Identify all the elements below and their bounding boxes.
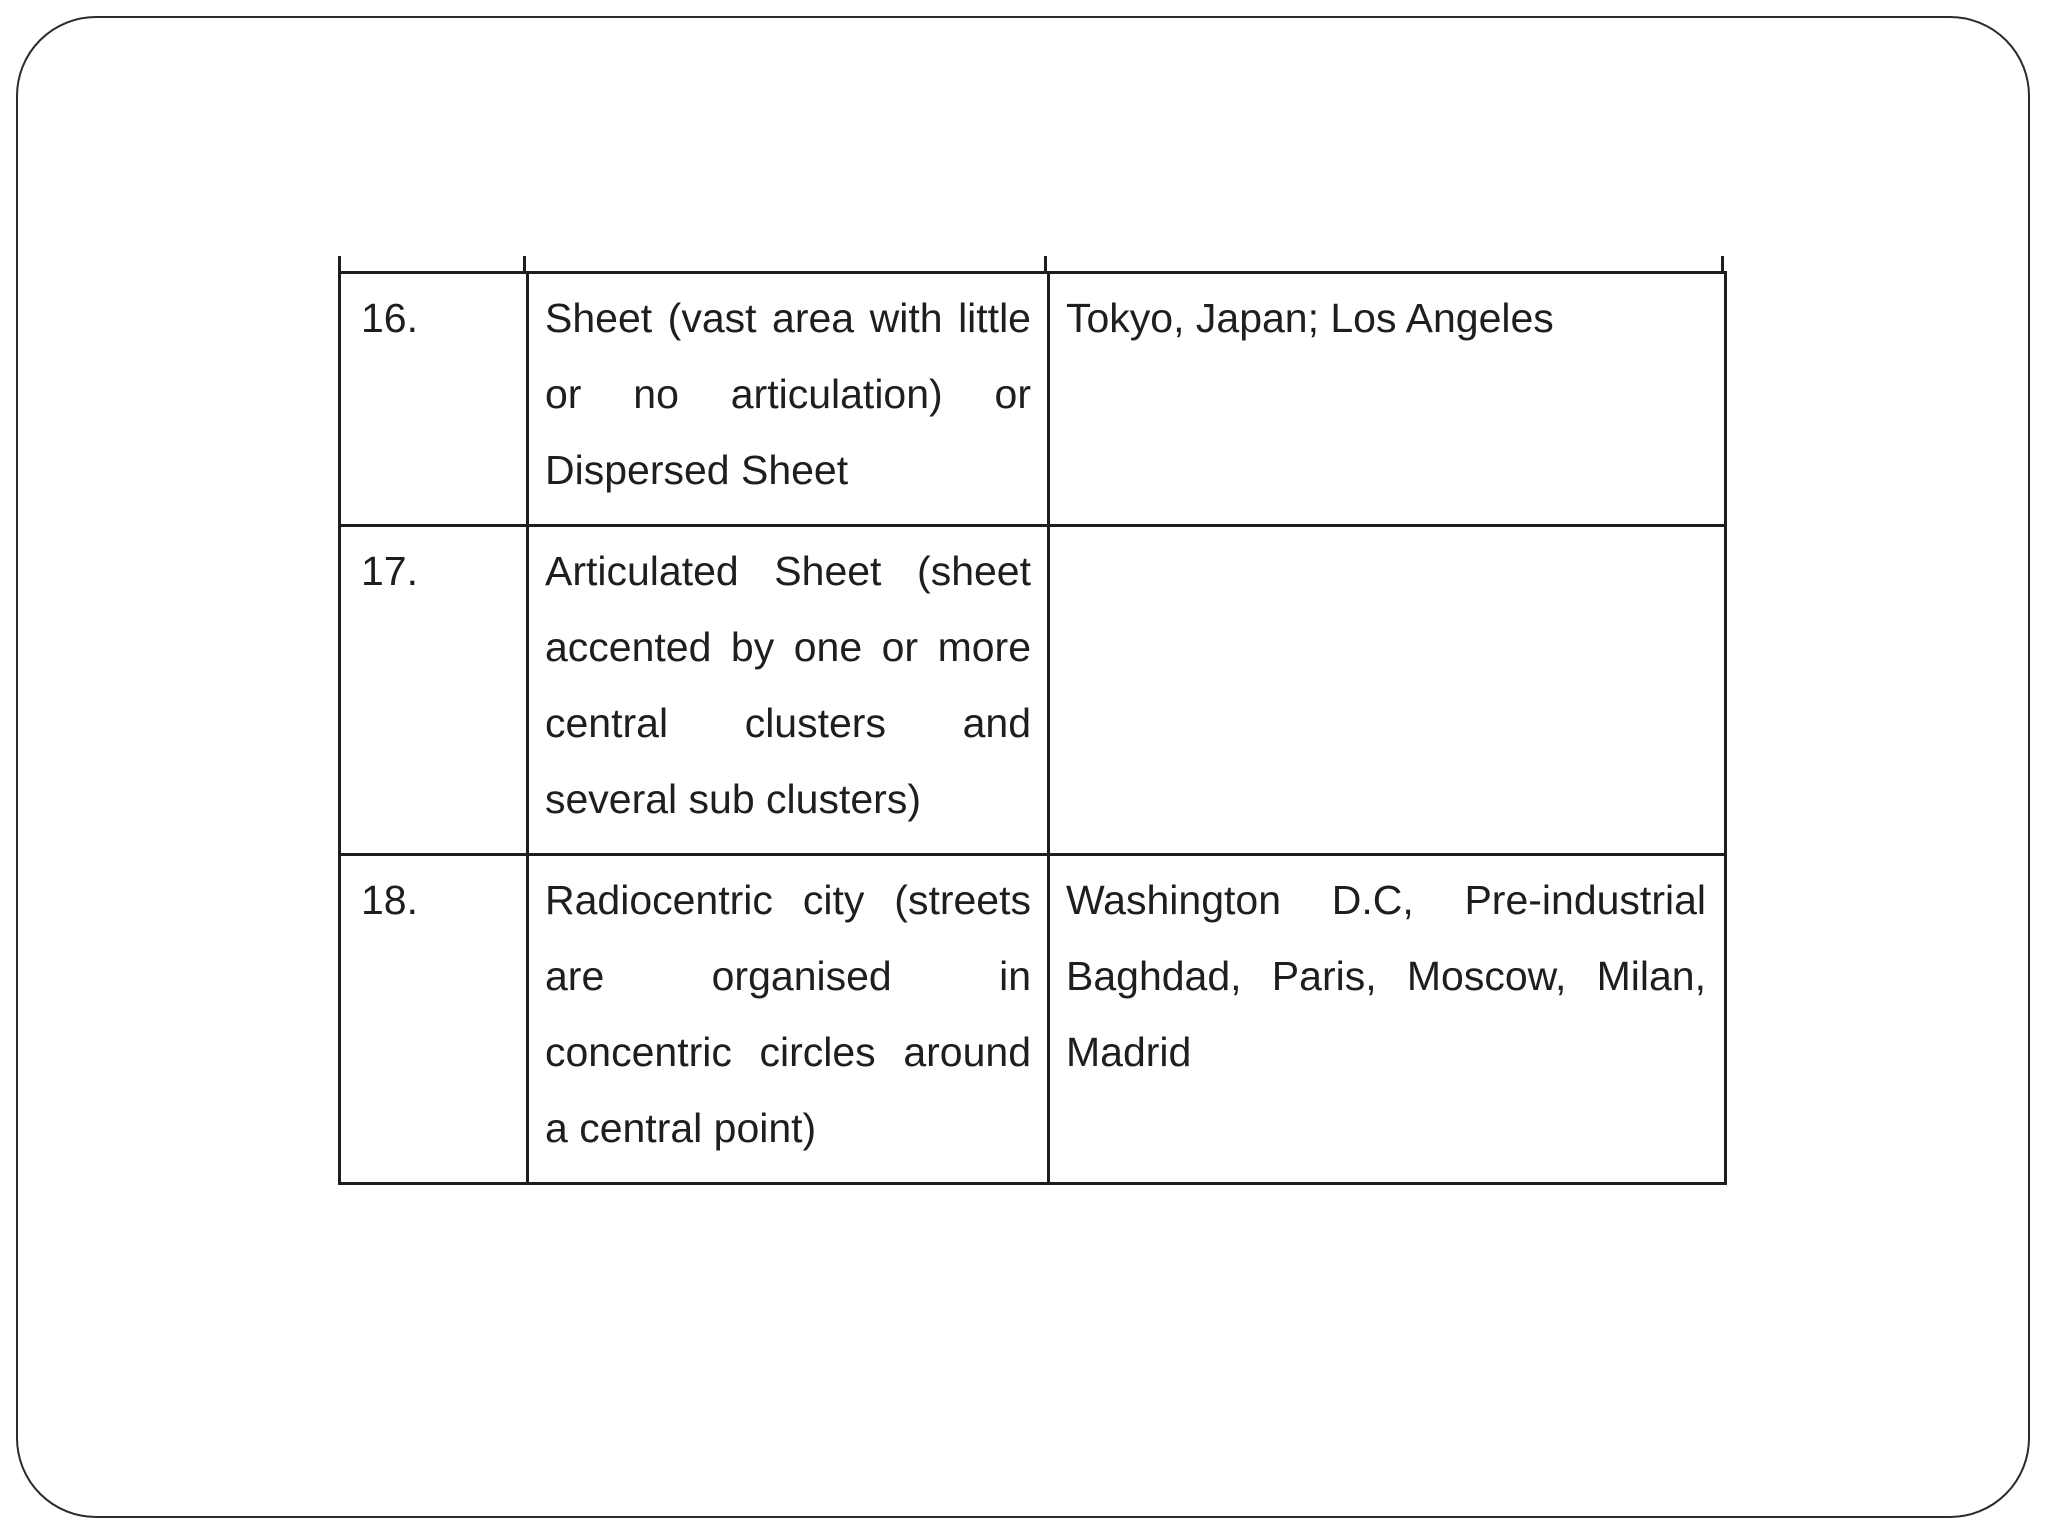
row-examples-cell: Tokyo, Japan; Los Angeles <box>1049 273 1726 526</box>
row-number-cell: 17. <box>340 526 528 855</box>
table-stub-left <box>338 256 341 271</box>
row-number-cell: 18. <box>340 855 528 1184</box>
slide-frame <box>16 16 2030 1518</box>
table-continuation-stubs <box>338 256 1724 271</box>
row-examples-cell <box>1049 526 1726 855</box>
table-stub-col3 <box>1044 256 1047 271</box>
row-examples-cell: Washington D.C, Pre-industrial Baghdad, Paris, Moscow, Milan, Madrid <box>1049 855 1726 1184</box>
row-description-cell: Articulated Sheet (sheet accented by one or more central clusters and several sub clusters) <box>528 526 1049 855</box>
urban-form-table <box>338 271 1727 1185</box>
table-stub-col2 <box>523 256 526 271</box>
row-number-cell: 16. <box>340 273 528 526</box>
row-description-cell: Radiocentric city (streets are organised in concentric circles around a central point) <box>528 855 1049 1184</box>
table-stub-right <box>1721 256 1724 271</box>
table-row <box>340 526 1726 855</box>
table-row <box>340 855 1726 1184</box>
table-row <box>340 273 1726 526</box>
urban-form-table-container <box>338 256 1724 1185</box>
row-description-cell: Sheet (vast area with little or no articulation) or Dispersed Sheet <box>528 273 1049 526</box>
